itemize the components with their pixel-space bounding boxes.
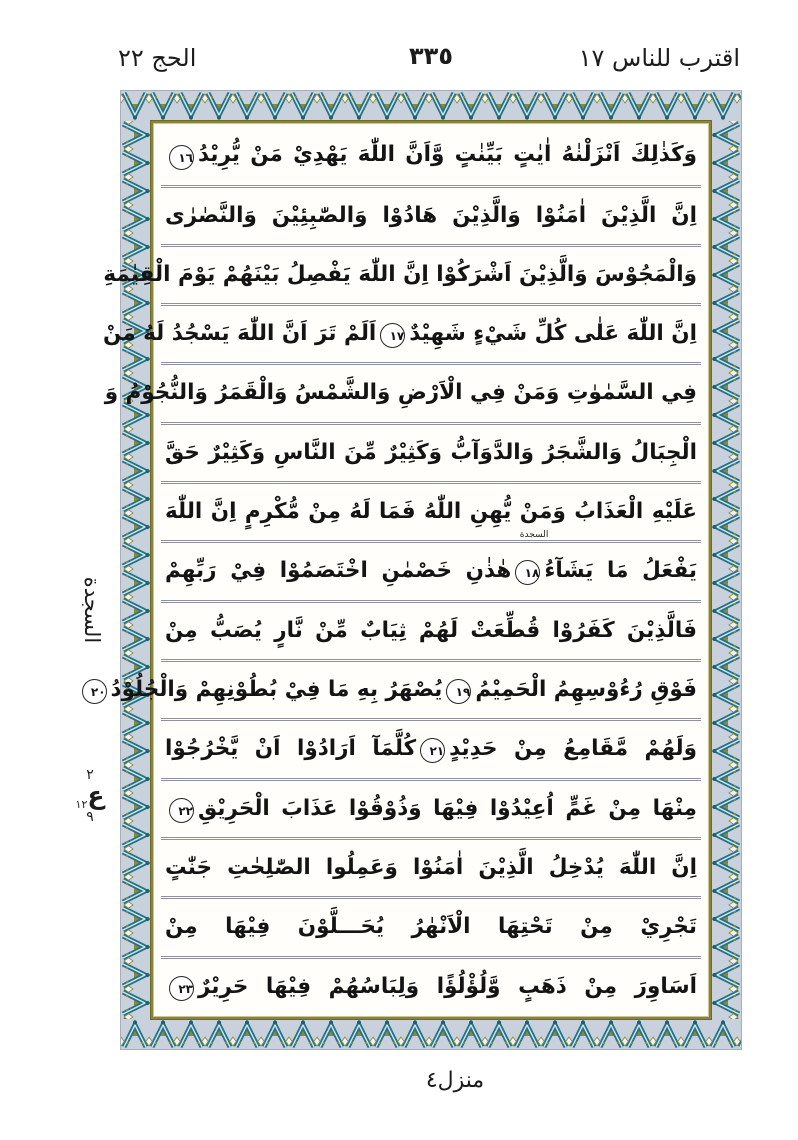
ayah-number-circle: ١٨ bbox=[515, 560, 540, 585]
ruku-margin-marker bbox=[68, 768, 112, 825]
quran-line bbox=[90, 659, 701, 718]
ayah-number-circle: ٢٠ bbox=[82, 679, 107, 704]
ayah-text: وَالْمَجُوْسَ وَالَّذِيْنَ اَشْرَكُوْا اِنَّ اللّٰهَ يَفْصِلُ بَيْنَهُمْ يَوْمَ الْقِيٰمَةِ bbox=[103, 261, 697, 287]
quran-line bbox=[161, 896, 701, 955]
ruku-juz-count: ٩ bbox=[86, 809, 94, 826]
sajdah-note: السجدة bbox=[519, 530, 549, 541]
ayah-text: مِنْهَا مِنْ غَمٍّ اُعِيْدُوْا فِيْهَا وَذُوْقُوْا عَذَابَ الْحَرِيْقِ bbox=[198, 795, 697, 821]
ayah-text: هٰذٰنِ خَصْمٰنِ اخْتَصَمُوْا فِيْ رَبِّهِمْ bbox=[165, 558, 512, 584]
ayah-number-circle: ١٧ bbox=[380, 323, 405, 348]
ayah-text: عَلَيْهِ الْعَذَابُ وَمَنْ يُّهِنِ اللّٰهُ فَمَا لَهُ مِنْ مُّكْرِمٍ اِنَّ اللّٰهَ bbox=[165, 499, 697, 525]
quran-line bbox=[161, 600, 701, 659]
quran-line bbox=[104, 362, 701, 421]
quran-line bbox=[161, 956, 701, 1015]
ayah-number-marker bbox=[169, 959, 194, 1015]
quran-line bbox=[161, 837, 701, 896]
ayah-number-marker bbox=[82, 662, 107, 718]
ruku-surah-count: ٢ bbox=[86, 767, 94, 783]
ayah-text: اِنَّ اللّٰهَ يُدْخِلُ الَّذِيْنَ اٰمَنُوْا وَعَمِلُوا الصّٰلِحٰتِ جَنّٰتٍ bbox=[165, 855, 697, 881]
ayah-text: فِي السَّمٰوٰتِ وَمَنْ فِي الْاَرْضِ وَالشَّمْسُ وَالْقَمَرُ وَالنُّجُوْمُ وَ bbox=[104, 380, 697, 406]
quran-line bbox=[161, 778, 701, 837]
page-header bbox=[0, 40, 798, 80]
ayah-text: تَجْرِيْ مِنْ تَحْتِهَا الْاَنْهٰرُ يُحَـــلَّوْنَ فِيْهَا مِنْ bbox=[165, 914, 697, 940]
ayah-number-circle: ١٦ bbox=[169, 145, 194, 170]
surah-title: الحج ٢٢ bbox=[118, 44, 197, 72]
ayah-text: اَلَمْ تَرَ اَنَّ اللّٰهَ يَسْجُدُ لَهُ مَنْ bbox=[102, 321, 377, 347]
quran-line bbox=[161, 422, 701, 481]
border-pattern-bottom-icon bbox=[121, 1019, 741, 1049]
ayah-number-circle: ١٩ bbox=[446, 679, 471, 704]
border-pattern-top-icon bbox=[121, 91, 741, 121]
ayah-text: اَسَاوِرَ مِنْ ذَهَبٍ وَّلُؤْلُؤًا وَلِبَاسُهُمْ فِيْهَا حَرِيْرٌ bbox=[198, 973, 697, 999]
ayah-text: يُصْهَرُ بِهِ مَا فِيْ بُطُوْنِهِمْ وَالْجُلُوْدُ bbox=[110, 677, 443, 703]
ruku-ain-symbol: ع١٢ bbox=[75, 780, 105, 811]
ayah-text: اِنَّ اللّٰهَ عَلٰى كُلِّ شَيْءٍ شَهِيْدٌ bbox=[409, 321, 697, 347]
ayah-text: الْجِبَالُ وَالشَّجَرُ وَالدَّوَآبُّ وَكَثِيْرٌ مِّنَ النَّاسِ وَكَثِيْرٌ حَقَّ bbox=[165, 439, 697, 465]
manzil-label: منزل٤ bbox=[425, 1068, 485, 1093]
border-pattern-right-icon bbox=[711, 121, 741, 1019]
quran-line bbox=[161, 185, 701, 244]
ayah-number-circle: ٢٣ bbox=[169, 976, 194, 1001]
ayah-number-marker bbox=[420, 721, 445, 777]
quran-line bbox=[161, 481, 701, 540]
ayah-number-circle: ٢١ bbox=[420, 738, 445, 763]
ayah-text: يَفْعَلُ مَا يَشَآءُ bbox=[544, 558, 697, 584]
sajdah-margin-label: السجدة bbox=[80, 576, 104, 644]
quran-line bbox=[161, 530, 701, 599]
ayah-text: كُلَّمَآ اَرَادُوْا اَنْ يَّخْرُجُوْا bbox=[165, 736, 417, 762]
page-number: ٣٣٥ bbox=[409, 42, 453, 70]
ayah-text: فَالَّذِيْنَ كَفَرُوْا قُطِّعَتْ لَهُمْ ثِيَابٌ مِّنْ نَّارٍ يُصَبُّ مِنْ bbox=[165, 617, 697, 643]
ayah-text: فَوْقِ رُءُوْسِهِمُ الْحَمِيْمُ bbox=[475, 677, 697, 703]
juz-title: اقترب للناس ١٧ bbox=[578, 44, 740, 72]
quran-line bbox=[161, 125, 701, 185]
ayah-number-circle: ٢٢ bbox=[169, 798, 194, 823]
ayah-number-marker bbox=[446, 662, 471, 718]
ayah-text: وَكَذٰلِكَ اَنْزَلْنٰهُ اٰيٰتٍ بَيِّنٰتٍ وَّاَنَّ اللّٰهَ يَهْدِيْ مَنْ يُّرِيْدُ bbox=[198, 142, 697, 167]
ayah-text: اِنَّ الَّذِيْنَ اٰمَنُوْا وَالَّذِيْنَ هَادُوْا وَالصّٰبِئِيْنَ وَالنَّصٰرٰى bbox=[165, 202, 697, 228]
ayah-number-marker bbox=[515, 530, 549, 599]
quran-line bbox=[102, 303, 701, 362]
ayah-number-marker bbox=[169, 781, 194, 837]
quran-line bbox=[103, 244, 701, 303]
ayah-text: وَلَهُمْ مَّقَامِعُ مِنْ حَدِيْدٍ bbox=[449, 736, 697, 762]
ayah-number-marker bbox=[169, 126, 194, 185]
ayah-number-marker bbox=[380, 306, 405, 362]
ruku-verse-count: ١٢ bbox=[75, 797, 88, 811]
quran-line bbox=[161, 718, 701, 777]
